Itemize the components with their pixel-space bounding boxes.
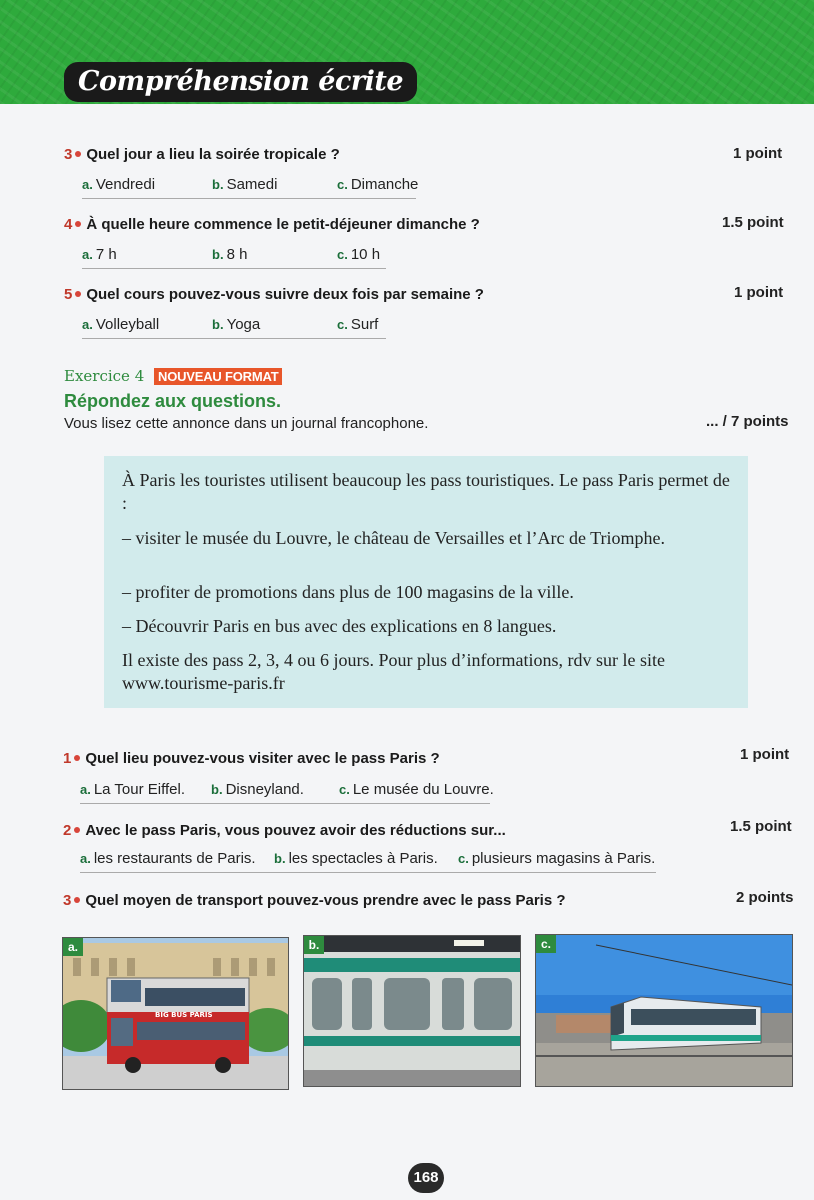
ad-item: – Découvrir Paris en bus avec des explications en 8 langues. (122, 616, 557, 636)
photo-option-b-metro[interactable] (303, 935, 521, 1087)
ad-closing: Il existe des pass 2, 3, 4 ou 6 jours. Pour plus d’informations, rdv sur le site www.tourisme-paris.fr (122, 650, 665, 693)
ad-item: – visiter le musée du Louvre, le château de Versailles et l’Arc de Triomphe. (122, 528, 666, 548)
exercise-subtitle: Vous lisez cette annonce dans un journal francophone. (64, 415, 429, 432)
option-a[interactable]: a. 7 h (82, 246, 117, 263)
tram-illustration (536, 935, 792, 1086)
question-number: 1 (63, 750, 72, 767)
ad-intro: À Paris les touristes utilisent beaucoup les pass touristiques. Le pass Paris permet de : (122, 470, 730, 513)
option-c[interactable]: c. Le musée du Louvre. (339, 781, 494, 798)
question-number: 3 (64, 146, 73, 163)
bullet-dot (75, 221, 81, 227)
bullet-dot (74, 897, 80, 903)
option-c[interactable]: c. 10 h (337, 246, 381, 263)
answer-options (82, 246, 386, 269)
answer-options (80, 781, 494, 804)
page-number: 168 (408, 1163, 444, 1193)
option-c[interactable]: c. Surf (337, 316, 379, 333)
question-text: Quel cours pouvez-vous suivre deux fois par semaine ? (86, 286, 484, 303)
bullet-dot (75, 151, 81, 157)
question-text: À quelle heure commence le petit-déjeuner dimanche ? (86, 216, 480, 233)
question-4-top (64, 216, 480, 233)
bullet-dot (74, 755, 80, 761)
ad-item: – profiter de promotions dans plus de 100 magasins de la ville. (122, 582, 574, 602)
option-a[interactable]: a. les restaurants de Paris. (80, 850, 256, 867)
photo-letter: b. (304, 936, 324, 954)
question-text: Quel jour a lieu la soirée tropicale ? (86, 146, 340, 163)
exercise-instruction: Répondez aux questions. (64, 391, 282, 411)
question-points: 2 points (736, 889, 794, 906)
option-c[interactable]: c. plusieurs magasins à Paris. (458, 850, 656, 867)
bullet-dot (75, 291, 81, 297)
bullet-dot (74, 827, 80, 833)
option-b[interactable]: b. Yoga (212, 316, 261, 333)
question-points: 1.5 point (722, 214, 784, 231)
question-points: 1.5 point (730, 818, 792, 835)
question-1 (63, 750, 440, 767)
option-b[interactable]: b. Disneyland. (211, 781, 304, 798)
new-format-badge: NOUVEAU FORMAT (154, 368, 282, 385)
question-3 (63, 892, 566, 909)
option-c[interactable]: c. Dimanche (337, 176, 419, 193)
option-a[interactable]: a. La Tour Eiffel. (80, 781, 186, 798)
metro-illustration (304, 936, 520, 1086)
question-points: 1 point (733, 145, 783, 162)
option-b[interactable]: b. 8 h (212, 246, 248, 263)
question-2 (63, 822, 506, 839)
question-number: 2 (63, 822, 72, 839)
photo-option-a-bus[interactable] (62, 937, 289, 1090)
question-text: Quel moyen de transport pouvez-vous prendre avec le pass Paris ? (85, 892, 566, 909)
answer-options (80, 850, 656, 873)
question-number: 4 (64, 216, 73, 233)
bus-sign-text: BIG BUS PARIS (155, 1011, 213, 1019)
exercise-points: ... / 7 points (706, 413, 789, 430)
answer-options (82, 316, 386, 339)
question-5-top (64, 286, 484, 303)
answer-options (82, 176, 419, 199)
question-number: 5 (64, 286, 73, 303)
question-points: 1 point (734, 284, 784, 301)
option-a[interactable]: a. Vendredi (82, 176, 156, 193)
question-number: 3 (63, 892, 72, 909)
photo-letter: c. (536, 935, 556, 953)
question-3-top (64, 146, 340, 163)
photo-option-c-tram[interactable] (535, 934, 793, 1087)
photo-letter: a. (63, 938, 83, 956)
advertisement-box (104, 456, 748, 708)
exercise-label: Exercice 4 (64, 367, 145, 385)
option-b[interactable]: b. Samedi (212, 176, 278, 193)
option-a[interactable]: a. Volleyball (82, 316, 160, 333)
question-text: Quel lieu pouvez-vous visiter avec le pass Paris ? (85, 750, 440, 767)
option-b[interactable]: b. les spectacles à Paris. (274, 850, 438, 867)
question-points: 1 point (740, 746, 790, 763)
section-title: Compréhension écrite (64, 62, 417, 102)
question-text: Avec le pass Paris, vous pouvez avoir des réductions sur... (85, 822, 506, 839)
tour-bus-illustration (63, 938, 288, 1089)
